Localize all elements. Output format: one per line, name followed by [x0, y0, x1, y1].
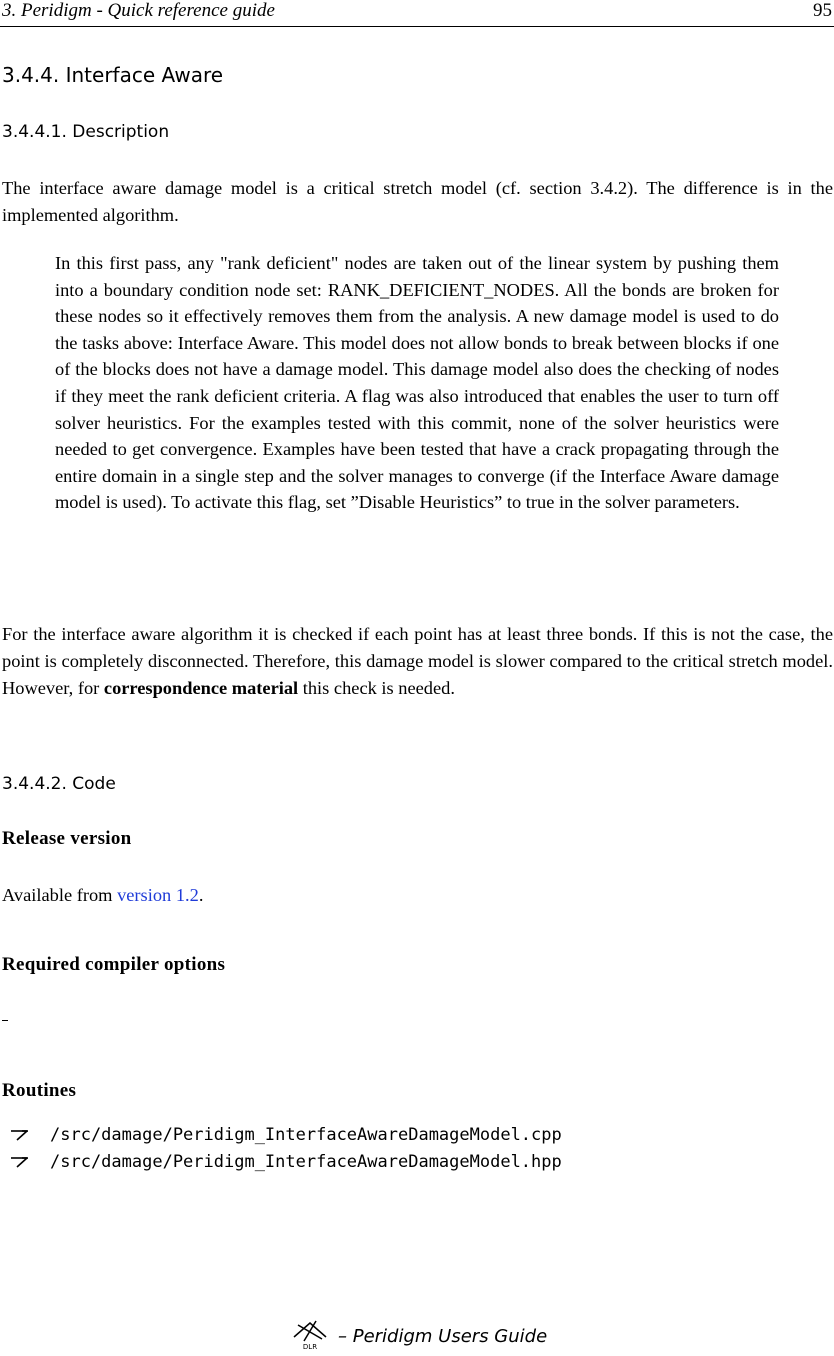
logo-label: DLR: [302, 1342, 318, 1351]
routine-item: [10, 1123, 562, 1147]
arrow-icon: [10, 1156, 50, 1168]
correspondence-material-term: correspondence material: [103, 678, 299, 698]
routine-path: /src/damage/Peridigm_InterfaceAwareDamageModel.cpp: [50, 1125, 562, 1145]
compiler-options-heading: Required compiler options: [2, 954, 226, 975]
running-header-title: 3. Peridigm - Quick reference guide: [2, 0, 275, 21]
algorithm-paragraph-end: this check is needed.: [298, 678, 455, 698]
version-link[interactable]: version 1.2: [117, 885, 199, 905]
description-heading: 3.4.4.1. Description: [2, 122, 170, 142]
routine-path: /src/damage/Peridigm_InterfaceAwareDamageModel.hpp: [50, 1152, 562, 1172]
running-header: [0, 0, 834, 27]
arrow-icon: [10, 1129, 50, 1141]
section-title: 3.4.4. Interface Aware: [2, 63, 224, 87]
availability-suffix: .: [198, 885, 204, 905]
intro-paragraph: The interface aware damage model is a critical stretch model (cf. section 3.4.2). The difference is in the implemented algorithm.: [2, 178, 833, 225]
page-number: 95: [813, 0, 832, 21]
availability-line: [2, 882, 833, 909]
page-footer: [290, 1318, 547, 1354]
algorithm-paragraph-text: For the interface aware algorithm it is checked if each point has at least three bonds. If this is not the case, the point is completely disconnected. Therefore, this damage model is slower compared to the critical stretch model. However, for: [2, 624, 833, 698]
routine-item: [10, 1150, 562, 1174]
release-version-heading: Release version: [2, 828, 132, 849]
footer-text: – Peridigm Users Guide: [338, 1325, 548, 1347]
algorithm-paragraph: [2, 621, 833, 702]
routines-heading: Routines: [2, 1080, 77, 1101]
code-heading: 3.4.4.2. Code: [2, 774, 116, 794]
availability-prefix: Available from: [2, 885, 118, 905]
commit-quote: In this first pass, any "rank deficient" nodes are taken out of the linear system by pushing them into a boundary condition node set: RANK_DEFICIENT_NODES. All the bonds are broken for these nodes so it effectively removes them from the analysis. A new damage model is used to do the tasks above: Interface Aware. This model does not allow bonds to break between blocks if one of the blocks does not have a damage model. This damage model also does the checking of nodes if they meet the rank deficient criteria. A flag was also introduced that enables the user to turn off solver heuristics. For the examples tested with this commit, none of the solver heuristics were needed to get convergence. Examples have been tested that have a crack propagating through the entire domain in a single step and the solver manages to converge (if the Interface Aware damage model is used). To activate this flag, set ”Disable Heuristics” to true in the solver parameters.: [55, 253, 779, 513]
no-options-dash: [2, 1020, 8, 1021]
